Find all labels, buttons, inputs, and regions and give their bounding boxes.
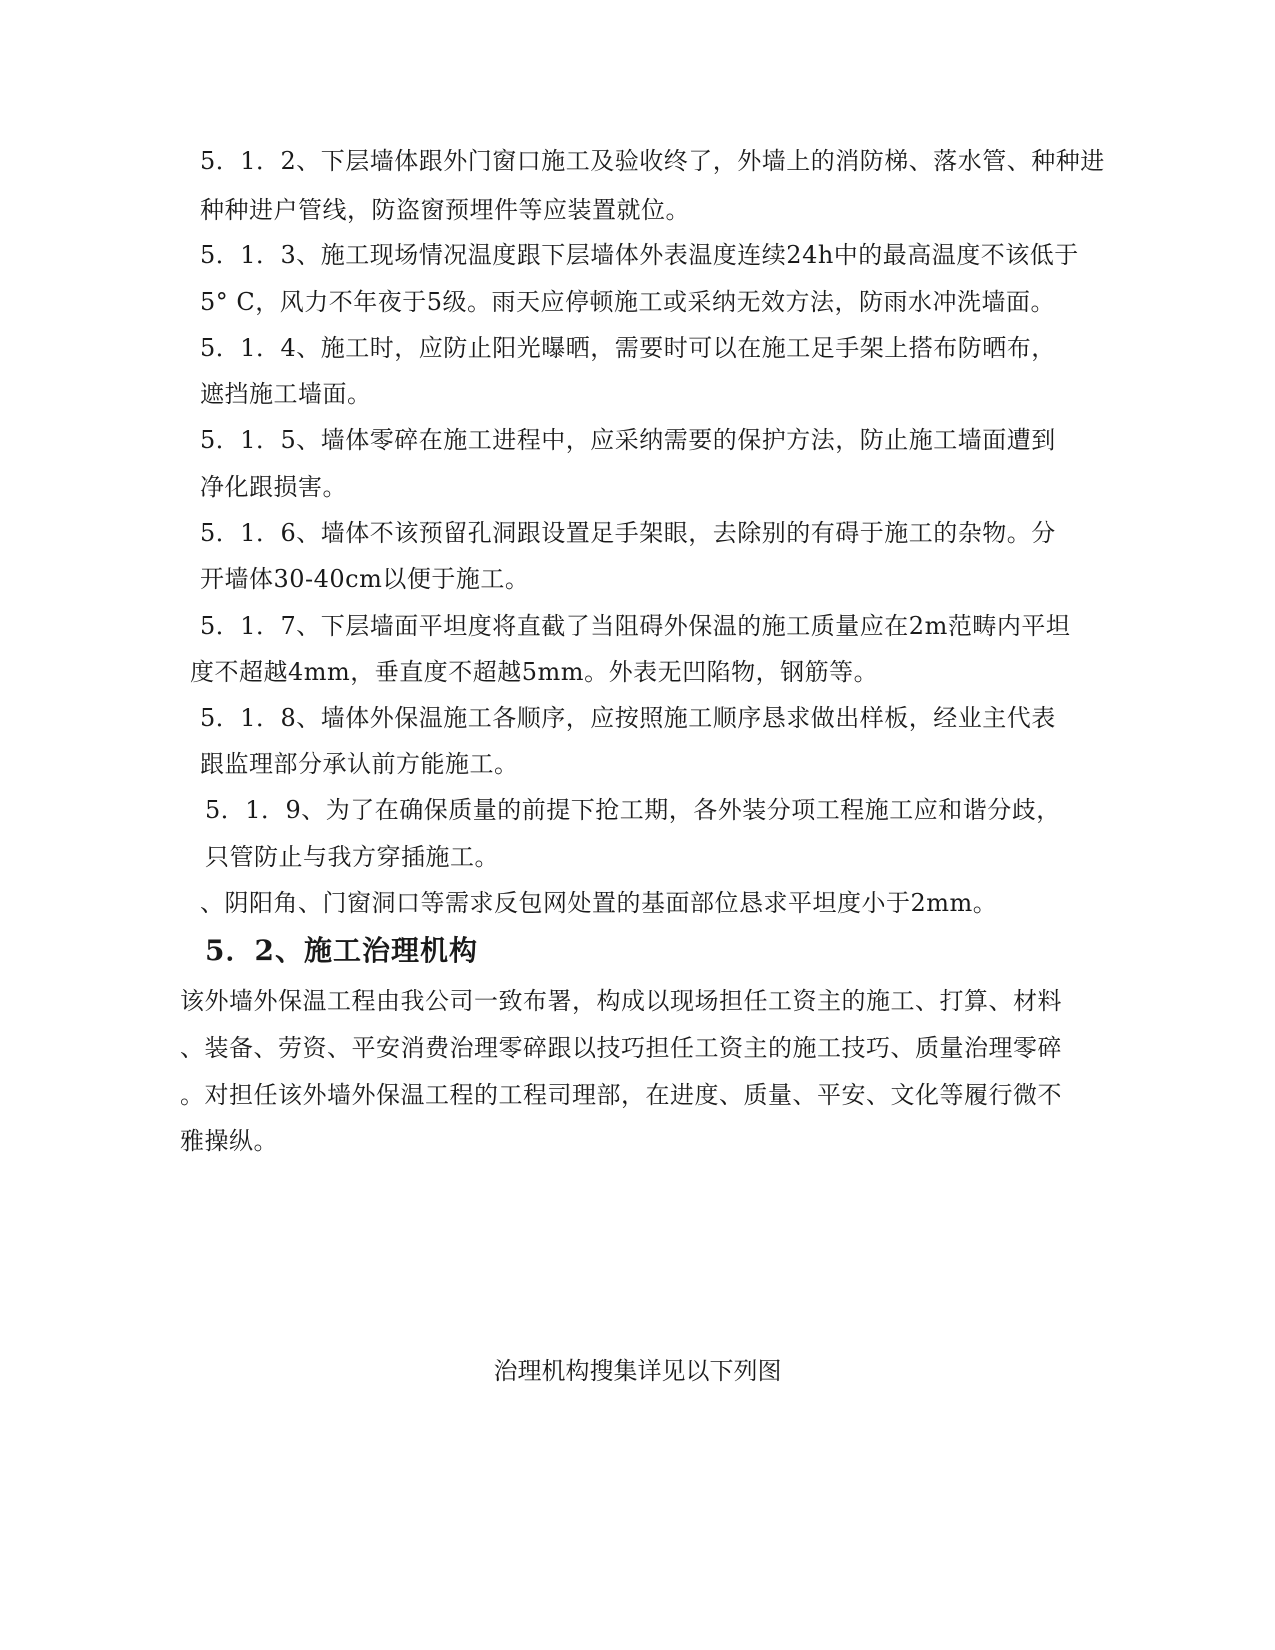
item-5-1-5-line-1: 5．1．5、墙体零碎在施工进程中，应采纳需要的保护方法，防止施工墙面遭到 [200, 426, 1056, 454]
item-5-1-3-line-2: 5° C，风力不年夜于5级。雨天应停顿施工或采纳无效方法，防雨水冲洗墙面。 [200, 288, 1056, 316]
figure-caption: 治理机构搜集详见以下列图 [493, 1357, 782, 1385]
item-5-1-4-line-1: 5．1．4、施工时，应防止阳光曝晒，需要时可以在施工足手架上搭布防晒布， [200, 334, 1056, 362]
item-5-1-9-line-1: 5．1．9、为了在确保质量的前提下抢工期，各外装分项工程施工应和谐分歧， [205, 796, 1061, 824]
item-5-1-7-line-2: 度不超越4mm，垂直度不超越5mm。外表无凹陷物，钢筋等。 [190, 658, 879, 686]
item-5-1-3-line-1: 5．1．3、施工现场情况温度跟下层墙体外表温度连续24h中的最高温度不该低于 [200, 241, 1079, 269]
item-5-1-6-line-1: 5．1．6、墙体不该预留孔洞跟设置足手架眼，去除别的有碍于施工的杂物。分 [200, 519, 1056, 547]
paragraph-line-2: 、装备、劳资、平安消费治理零碎跟以技巧担任工资主的施工技巧、质量治理零碎 [180, 1034, 1062, 1062]
item-5-1-6-line-2: 开墙体30-40cm以便于施工。 [200, 565, 530, 593]
note-line: 、阴阳角、门窗洞口等需求反包网处置的基面部位恳求平坦度小于2mm。 [200, 889, 998, 917]
item-5-1-4-line-2: 遮挡施工墙面。 [200, 380, 372, 408]
item-5-1-8-line-2: 跟监理部分承认前方能施工。 [200, 750, 519, 778]
paragraph-line-4: 雅操纵。 [180, 1127, 278, 1155]
item-5-1-7-line-1: 5．1．7、下层墙面平坦度将直截了当阻碍外保温的施工质量应在2m范畴内平坦 [200, 612, 1071, 640]
section-heading: 5．2、施工治理机构 [205, 934, 478, 967]
paragraph-line-3: 。对担任该外墙外保温工程的工程司理部，在进度、质量、平安、文化等履行微不 [180, 1081, 1062, 1109]
item-5-1-9-line-2: 只管防止与我方穿插施工。 [205, 843, 499, 871]
item-5-1-5-line-2: 净化跟损害。 [200, 473, 347, 501]
item-5-1-8-line-1: 5．1．8、墙体外保温施工各顺序，应按照施工顺序恳求做出样板，经业主代表 [200, 704, 1056, 732]
item-5-1-2-line-2: 种种进户管线，防盗窗预埋件等应装置就位。 [200, 196, 690, 224]
item-5-1-2-line-1: 5．1．2、下层墙体跟外门窗口施工及验收终了，外墙上的消防梯、落水管、种种进 [200, 147, 1105, 175]
paragraph-line-1: 该外墙外保温工程由我公司一致布署，构成以现场担任工资主的施工、打算、材料 [180, 987, 1062, 1015]
